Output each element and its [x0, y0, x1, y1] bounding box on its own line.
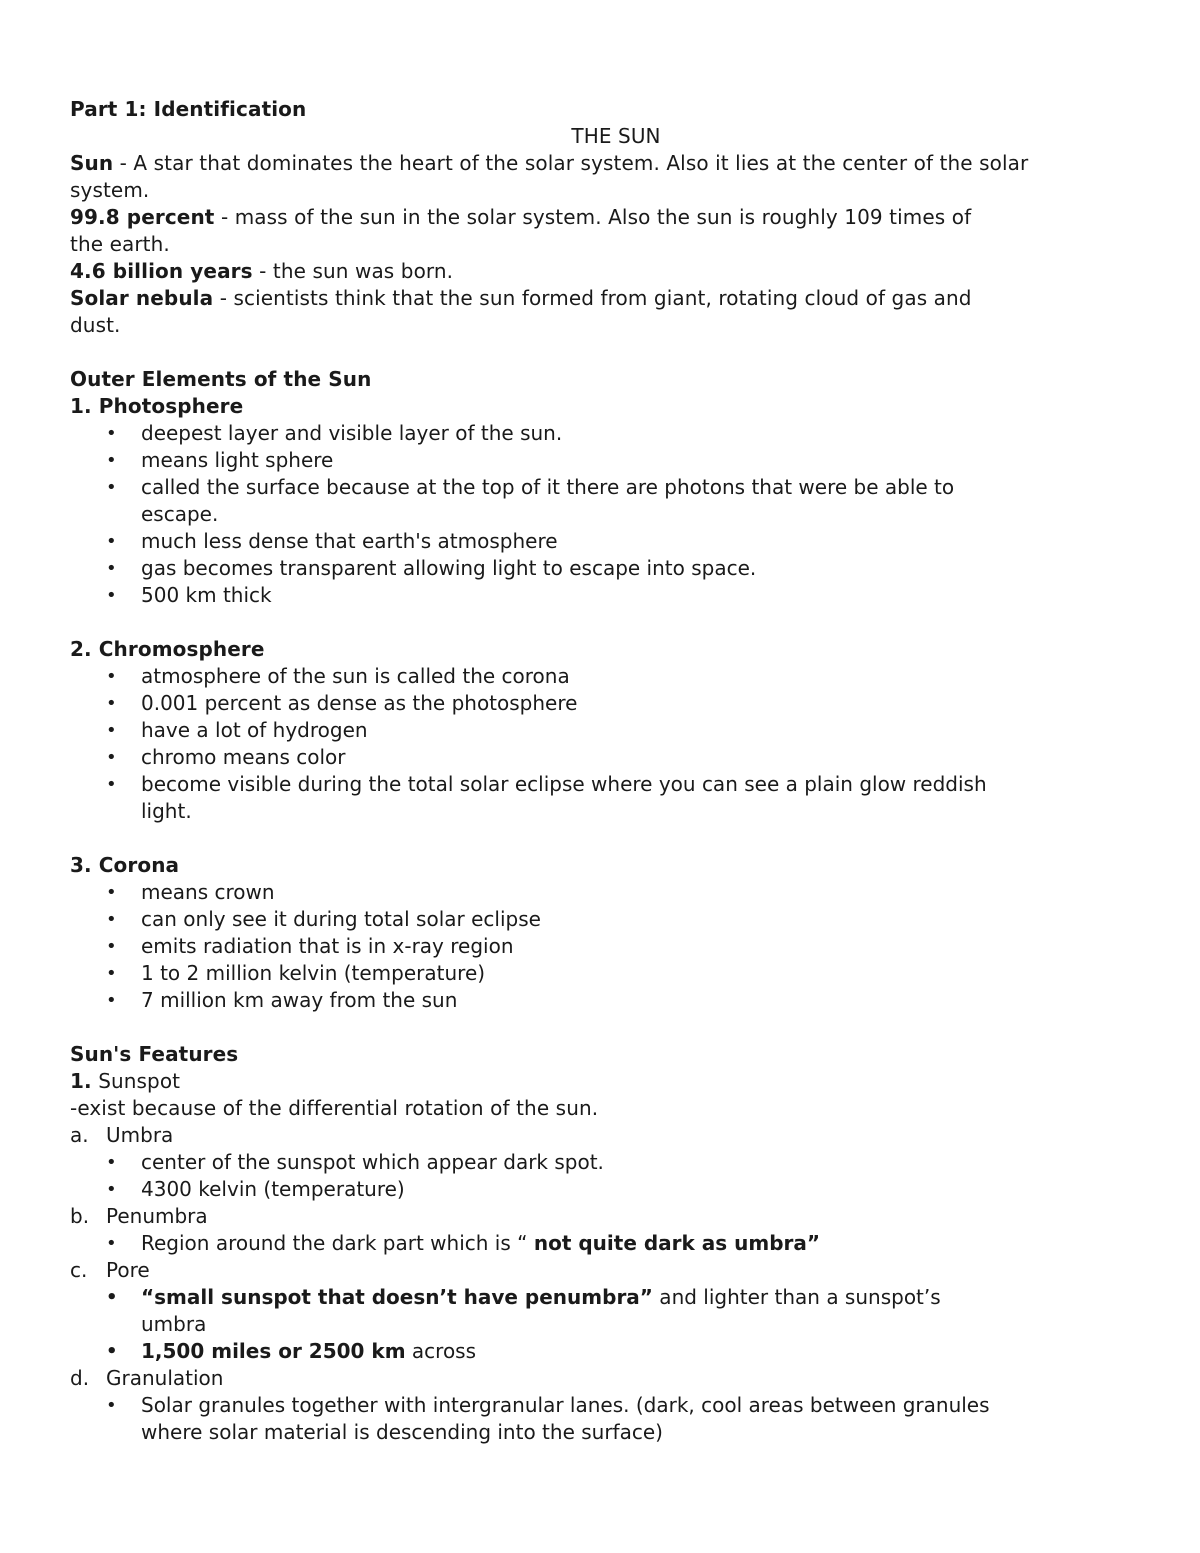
subitem-granulation [70, 1365, 1130, 1392]
bullet-item: • atmosphere of the sun is called the corona [106, 664, 570, 688]
section-heading-features: Sun's Features [70, 1042, 239, 1066]
bullet-item: • Solar granules together with intergranular lanes. (dark, cool areas between granules [106, 1393, 990, 1417]
bullet-item: • 4300 kelvin (temperature) [106, 1177, 405, 1201]
bullet-icon: • [106, 1152, 117, 1173]
subitem-name: Umbra [106, 1123, 174, 1147]
subitem-name: Pore [106, 1258, 150, 1282]
bullet-item: • can only see it during total solar eclipse [106, 907, 541, 931]
bullet-icon: • [106, 693, 117, 714]
definition-text: - mass of the sun in the solar system. Also the sun is roughly 109 times of [214, 205, 972, 229]
document-page [70, 96, 1130, 1446]
bullet-item: • means light sphere [106, 448, 334, 472]
subheading-photosphere: 1. Photosphere [70, 394, 244, 418]
bullet-icon: • [106, 963, 117, 984]
definition-continuation: the earth. [70, 232, 170, 256]
bullet-icon: • [106, 450, 117, 471]
subitem-name: Granulation [106, 1366, 224, 1390]
bullet-icon: • [106, 1287, 118, 1308]
bullet-icon: • [106, 1233, 117, 1254]
section-heading-outer: Outer Elements of the Sun [70, 367, 372, 391]
bullet-item: • deepest layer and visible layer of the sun. [106, 421, 563, 445]
bullet-icon: • [106, 774, 117, 795]
bullet-item: • chromo means color [106, 745, 346, 769]
bullet-icon: • [106, 423, 117, 444]
bullet-item: • gas becomes transparent allowing light to escape into space. [106, 556, 757, 580]
bullet-item: • Region around the dark part which is “ not quite dark as umbra” [106, 1231, 821, 1255]
bullet-continuation: escape. [141, 502, 219, 526]
bullet-icon: • [106, 1341, 118, 1362]
subheading-chromosphere: 2. Chromosphere [70, 637, 265, 661]
definition-term: 99.8 percent [70, 205, 215, 229]
bullet-item: • much less dense that earth's atmosphere [106, 529, 558, 553]
subitem-label: a. [70, 1123, 89, 1147]
bullet-icon: • [106, 1395, 117, 1416]
bullet-icon: • [106, 531, 117, 552]
bullet-icon: • [106, 477, 117, 498]
bullet-item: • 500 km thick [106, 583, 272, 607]
bullet-icon: • [106, 990, 117, 1011]
bullet-icon: • [106, 909, 117, 930]
bullet-item: • center of the sunspot which appear dark spot. [106, 1150, 604, 1174]
spacer [70, 339, 1130, 366]
definition-term: Sun [70, 151, 114, 175]
bullet-item: • “small sunspot that doesn’t have penumbra” and lighter than a sunspot’s [106, 1285, 941, 1309]
bullet-icon: • [106, 882, 117, 903]
bullet-icon: • [106, 747, 117, 768]
subitem-umbra [70, 1122, 1130, 1149]
bullet-item: • called the surface because at the top of it there are photons that were be able to [106, 475, 955, 499]
definition-text: - scientists think that the sun formed from giant, rotating cloud of gas and [213, 286, 972, 310]
sunspot-description: -exist because of the differential rotation of the sun. [70, 1096, 599, 1120]
bullet-item: • means crown [106, 880, 275, 904]
definition-nebula [70, 285, 1130, 312]
feature-number: 1. [70, 1069, 92, 1093]
part-heading: Part 1: Identification [70, 97, 307, 121]
subheading-corona: 3. Corona [70, 853, 180, 877]
subitem-pore [70, 1257, 1130, 1284]
bullet-item: • emits radiation that is in x-ray region [106, 934, 514, 958]
bullet-item: • 0.001 percent as dense as the photosphere [106, 691, 578, 715]
definition-mass [70, 204, 1130, 231]
spacer [70, 825, 1130, 852]
bullet-icon: • [106, 666, 117, 687]
bullet-icon: • [106, 585, 117, 606]
subitem-penumbra [70, 1203, 1130, 1230]
definition-continuation: dust. [70, 313, 121, 337]
definition-term: Solar nebula [70, 286, 214, 310]
subitem-label: c. [70, 1258, 88, 1282]
bullet-icon: • [106, 720, 117, 741]
bullet-item: • become visible during the total solar eclipse where you can see a plain glow reddish [106, 772, 987, 796]
bullet-item: • 7 million km away from the sun [106, 988, 458, 1012]
definition-age [70, 258, 1130, 285]
bullet-icon: • [106, 1179, 117, 1200]
bullet-icon: • [106, 558, 117, 579]
definition-sun [70, 150, 1130, 177]
feature-sunspot [70, 1068, 1130, 1095]
definition-text: - the sun was born. [252, 259, 454, 283]
definition-text: - A star that dominates the heart of the solar system. Also it lies at the center of the solar [113, 151, 1029, 175]
bullet-icon: • [106, 936, 117, 957]
spacer [70, 1014, 1130, 1041]
page-title: THE SUN [571, 124, 661, 148]
definition-term: 4.6 billion years [70, 259, 253, 283]
subitem-label: d. [70, 1366, 90, 1390]
bullet-continuation: light. [141, 799, 192, 823]
subitem-label: b. [70, 1204, 90, 1228]
bullet-item: • have a lot of hydrogen [106, 718, 368, 742]
bullet-continuation: umbra [141, 1312, 207, 1336]
subitem-name: Penumbra [106, 1204, 208, 1228]
bullet-continuation: where solar material is descending into the surface) [141, 1420, 663, 1444]
feature-name: Sunspot [98, 1069, 181, 1093]
bullet-item: • 1 to 2 million kelvin (temperature) [106, 961, 486, 985]
definition-continuation: system. [70, 178, 150, 202]
bullet-item: • 1,500 miles or 2500 km across [106, 1339, 477, 1363]
spacer [70, 609, 1130, 636]
